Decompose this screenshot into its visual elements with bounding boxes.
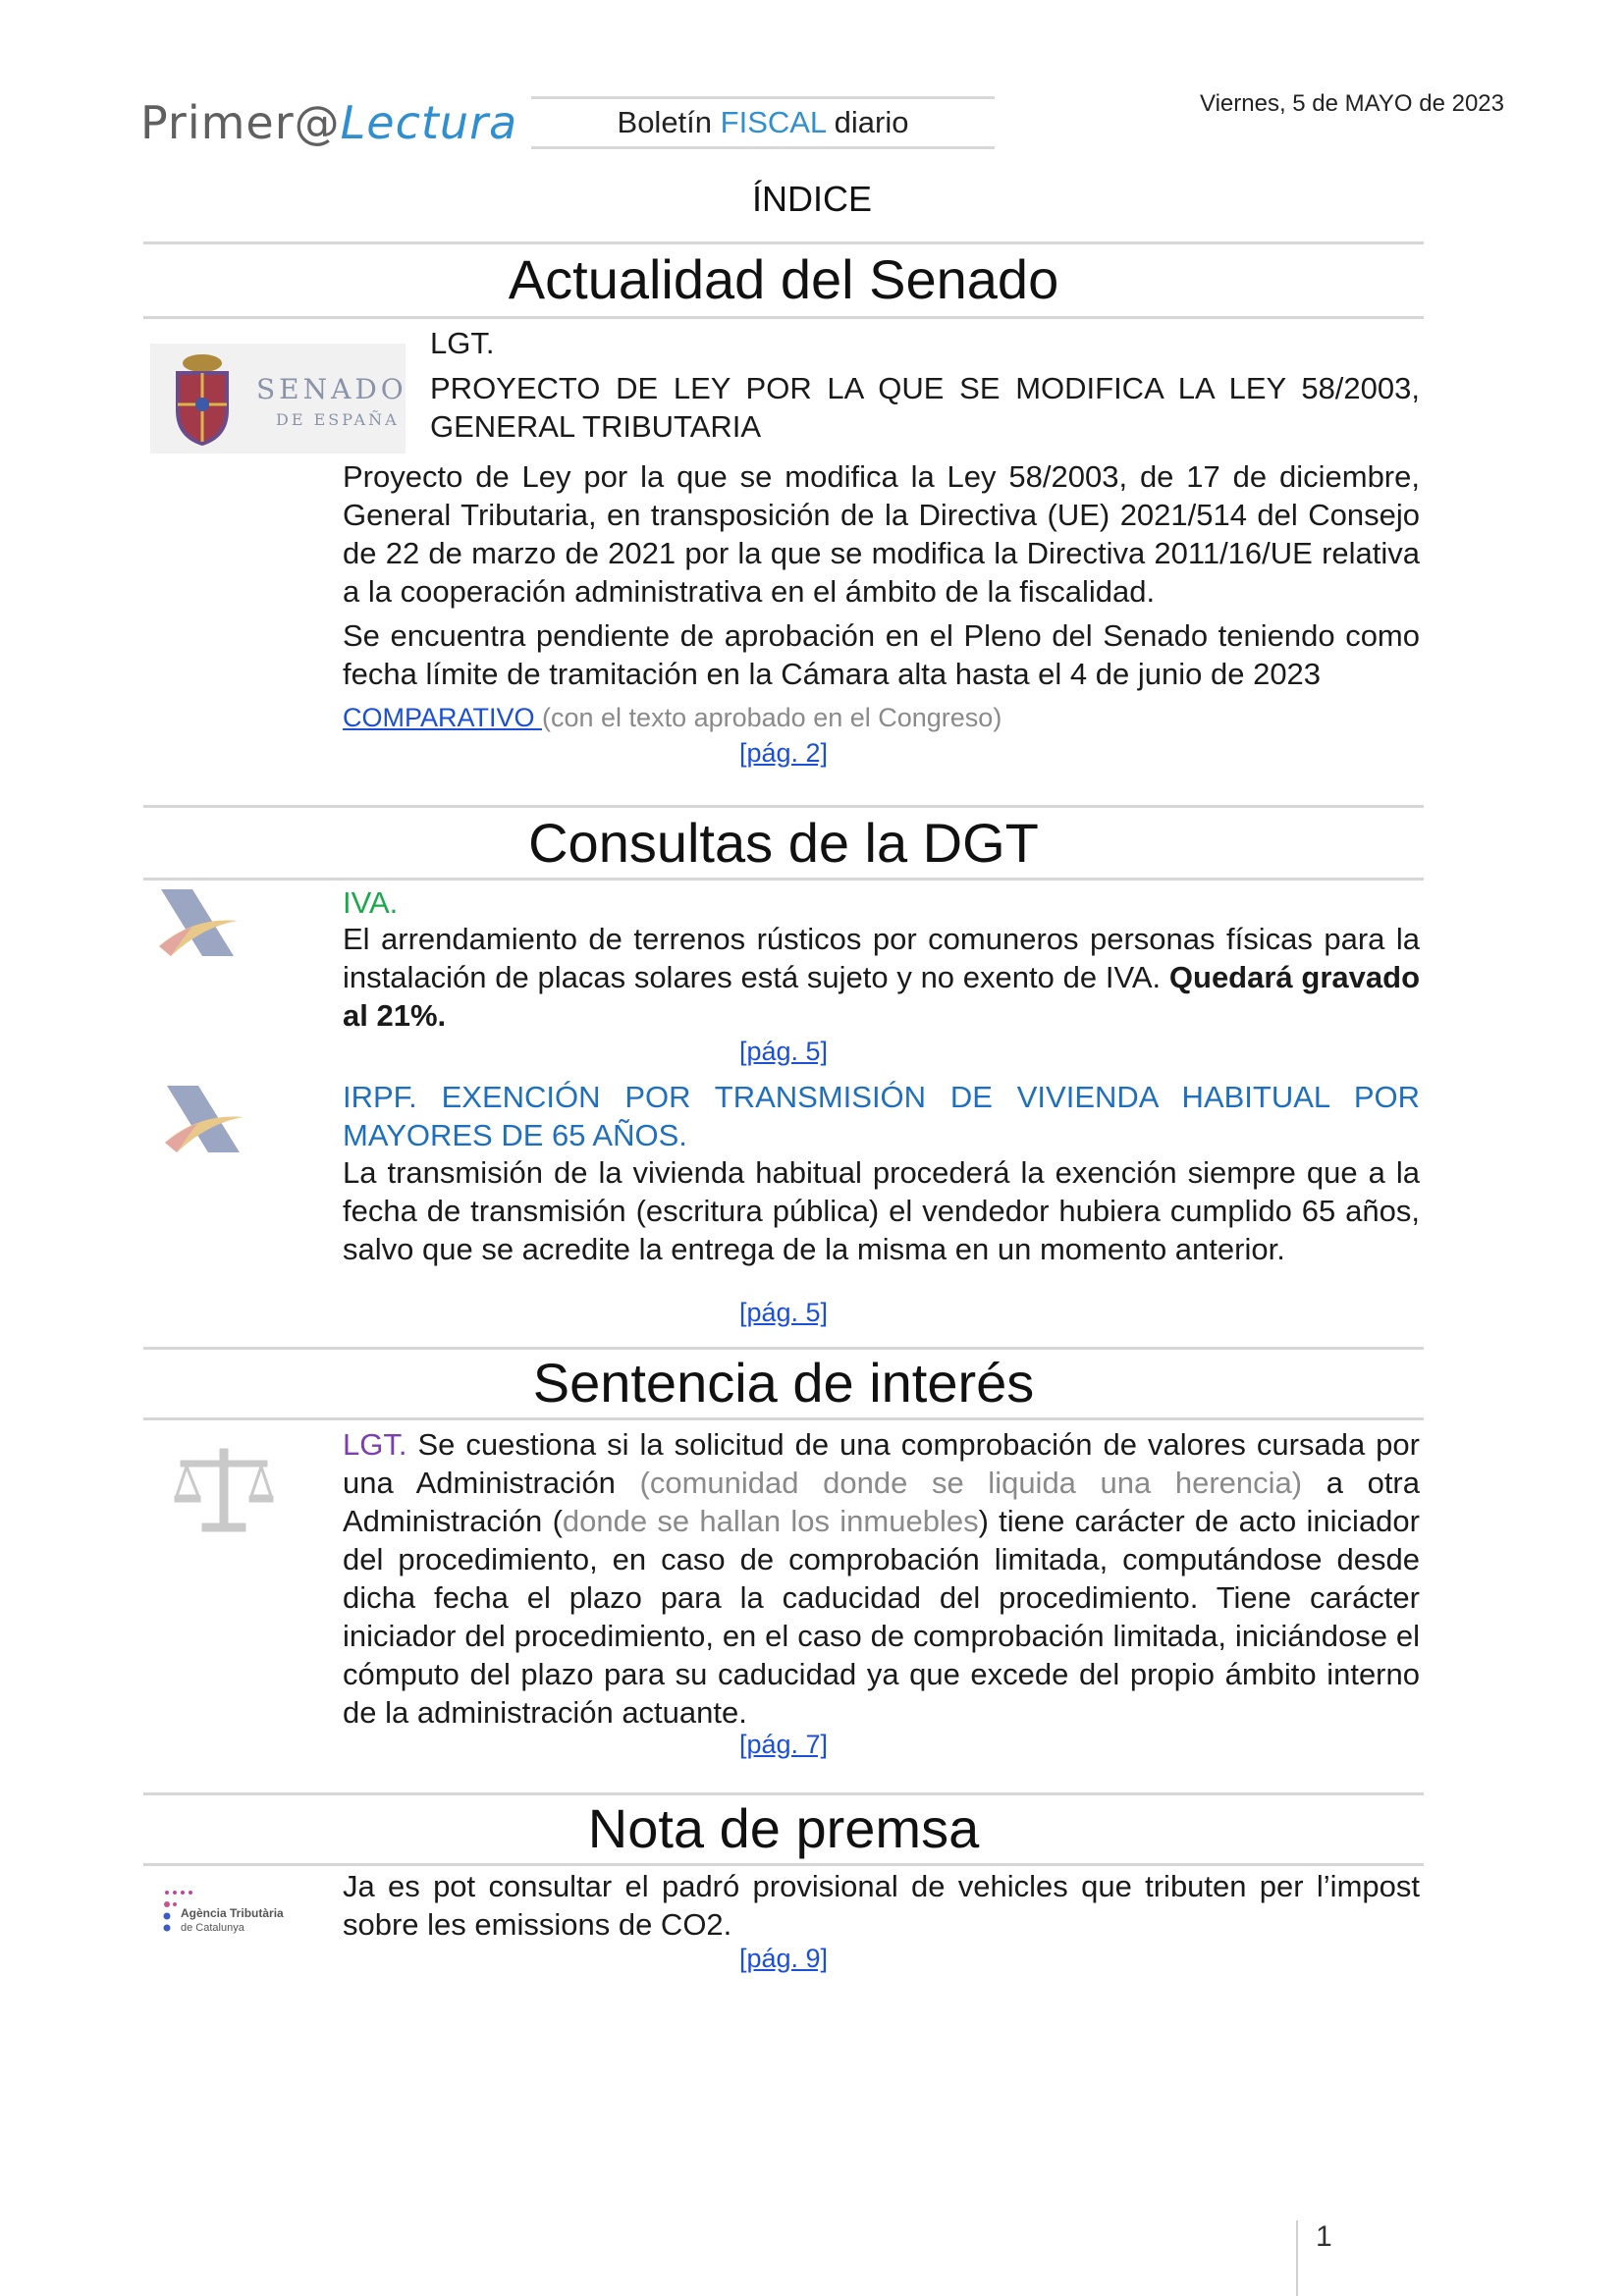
page-link-5b[interactable]: [pág. 5]	[738, 1298, 829, 1327]
index-title: ÍNDICE	[751, 179, 872, 219]
atc-logo	[163, 1887, 306, 1946]
divider	[143, 1863, 1424, 1866]
divider	[143, 1347, 1424, 1350]
senado-logo	[150, 344, 406, 454]
comparativo-note: (con el texto aprobado en el Congreso)	[542, 703, 1002, 732]
senado-paragraph-2: Se encuentra pendiente de aprobación en el Pleno del Senado teniendo como fecha límite de tramitación en la Cámara alta hasta el 4 de junio de 2023	[343, 618, 1420, 691]
page-link-2[interactable]: [pág. 2]	[738, 738, 829, 768]
divider	[143, 1792, 1424, 1795]
page-link-5a[interactable]: [pág. 5]	[738, 1037, 829, 1066]
coat-of-arms-icon	[168, 349, 237, 448]
divider	[143, 878, 1424, 881]
senado-heading: PROYECTO DE LEY POR LA QUE SE MODIFICA LA LEY 58/2003, GENERAL TRIBUTARIA	[430, 371, 1420, 444]
comparativo-line	[343, 699, 1001, 737]
divider	[143, 1417, 1424, 1420]
senado-logo-text: SENADO	[256, 373, 407, 405]
section-title-senado: Actualidad del Senado	[508, 248, 1059, 310]
divider	[143, 241, 1424, 244]
senado-logo-subtext: DE ESPAÑA	[276, 410, 400, 429]
page-link-wrap	[143, 1726, 1424, 1764]
aeat-logo-icon	[153, 883, 242, 962]
section-title-sentencia: Sentencia de interés	[532, 1352, 1035, 1414]
issue-date: Viernes, 5 de MAYO de 2023	[1200, 90, 1504, 117]
senado-tag: LGT.	[430, 326, 495, 360]
atc-logo-line2: de Catalunya	[181, 1922, 244, 1934]
senado-paragraph-1: Proyecto de Ley por la que se modifica la Ley 58/2003, de 17 de diciembre, General Tributaria, en transposición de la Directiva (UE) 2021/514 del Consejo de 22 de marzo de 2021 por la que se modifica la Directiva 2011/16/UE relativa a la cooperación administrativa en el ámbito de la fiscalidad.	[343, 459, 1420, 609]
dgt-item1-text: El arrendamiento de terrenos rústicos por comuneros personas físicas para la instalación de placas solares está sujeto y no exento de IVA. Quedará gravado al 21%.	[343, 922, 1421, 1033]
page-link-wrap	[143, 1294, 1424, 1332]
bulletin-title: Boletín FISCAL diario	[531, 96, 995, 149]
page-link-7[interactable]: [pág. 7]	[738, 1730, 829, 1759]
sentencia-text: LGT. Se cuestiona si la solicitud de una comprobación de valores cursada por una Administración (comunidad donde se liquida una herencia) a otra Administración (donde se hallan los inmuebles) tiene carácter de acto iniciador del procedimiento, en caso de comprobación limitada, computándose desde dicha fecha el plazo para la caducidad del procedimiento. Tiene carácter iniciador del procedimiento, en el caso de comprobación limitada, iniciándose el cómputo del plazo para su caducidad ya que excede del propio ámbito interno de la administración actuante.	[343, 1427, 1420, 1730]
brand-logo: Primer@Lectura	[140, 96, 518, 149]
page-number: 1	[1296, 2220, 1332, 2296]
divider	[143, 805, 1424, 808]
premsa-text: Ja es pot consultar el padró provisional de vehicles que tributen per l’impost sobre les emissions de CO2.	[343, 1869, 1420, 1942]
section-title-premsa: Nota de premsa	[587, 1797, 980, 1859]
section-title-dgt: Consultas de la DGT	[528, 812, 1039, 874]
divider	[143, 316, 1424, 319]
comparativo-link[interactable]: COMPARATIVO	[343, 703, 543, 732]
page-link-wrap	[143, 734, 1424, 773]
scales-of-justice-icon	[173, 1441, 275, 1539]
dgt-item1-tag: IVA.	[343, 885, 399, 920]
dgt-item2-text: La transmisión de la vivienda habitual procederá la exención siempre que a la fecha de transmisión (escritura pública) el vendedor hubiera cumplido 65 años, salvo que se acredite la entrega de la misma en un momento anterior.	[343, 1155, 1420, 1266]
atc-logo-line1: Agència Tributària	[181, 1906, 284, 1920]
aeat-logo-icon	[159, 1080, 247, 1158]
dgt-item2-heading: IRPF. EXENCIÓN POR TRANSMISIÓN DE VIVIENDA HABITUAL POR MAYORES DE 65 AÑOS.	[343, 1080, 1420, 1152]
page-link-wrap	[143, 1033, 1424, 1071]
page-link-wrap	[143, 1940, 1424, 1978]
page-link-9[interactable]: [pág. 9]	[738, 1944, 829, 1973]
